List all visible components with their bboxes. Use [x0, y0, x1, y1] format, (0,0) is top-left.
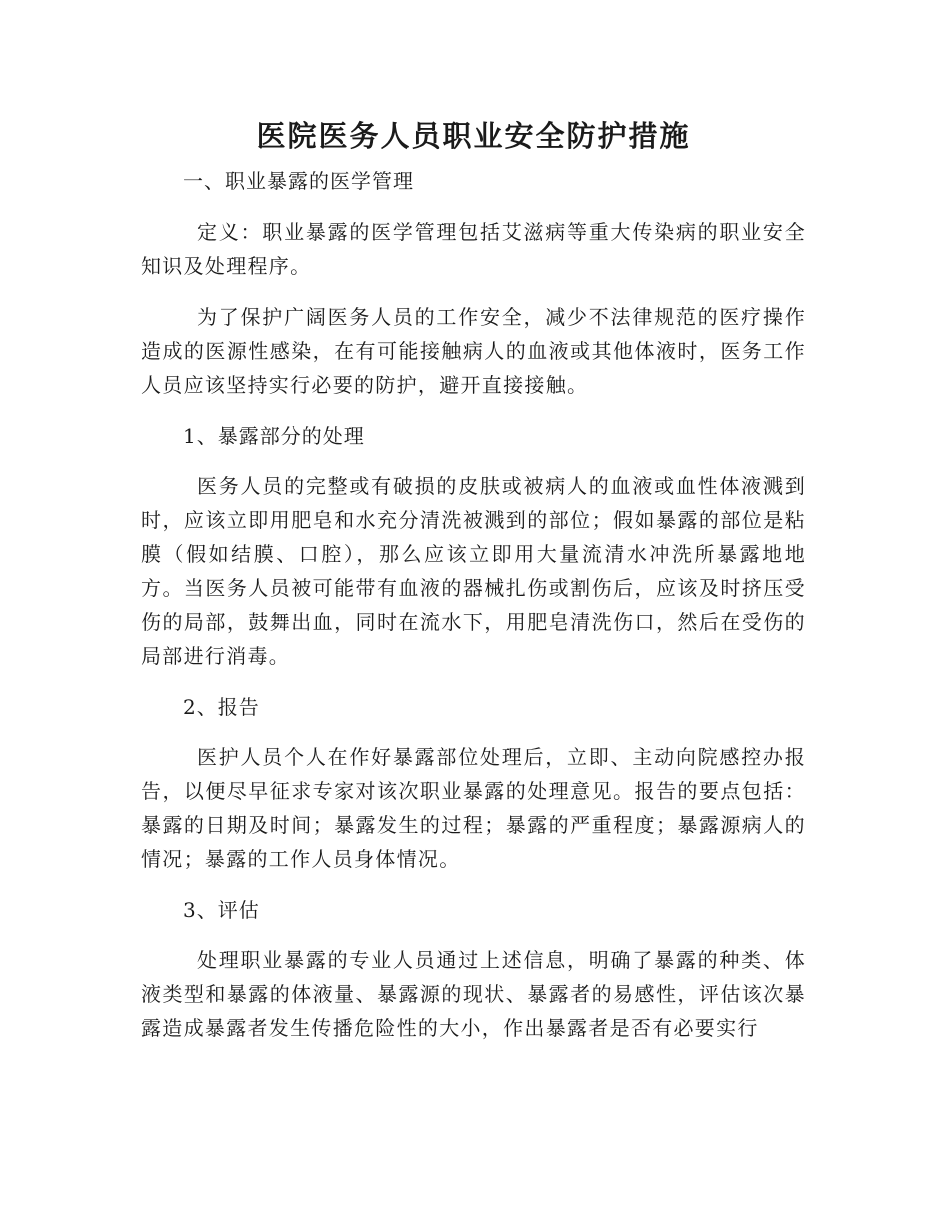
definition-paragraph: 定义：职业暴露的医学管理包括艾滋病等重大传染病的职业安全知识及处理程序。 [141, 220, 806, 278]
subsection-heading-report: 2、报告 [183, 695, 260, 719]
intro-paragraph: 为了保护广阔医务人员的工作安全，减少不法律规范的医疗操作造成的医源性感染，在有可能接触病人的血液或其他体液时，医务工作人员应该坚持实行必要的防护，避开直接接触。 [141, 305, 806, 397]
section-heading: 一、职业暴露的医学管理 [183, 169, 414, 193]
report-paragraph: 医护人员个人在作好暴露部位处理后，立即、主动向院感控办报告，以便尽早征求专家对该次职业暴露的处理意见。报告的要点包括：暴露的日期及时间；暴露发生的过程；暴露的严重程度；暴露源病人的情况；暴露的工作人员身体情况。 [141, 745, 806, 871]
document-title: 医院医务人员职业安全防护措施 [256, 119, 691, 153]
subsection-heading-assessment: 3、评估 [183, 898, 260, 922]
subsection-heading-exposure: 1、暴露部分的处理 [183, 424, 365, 448]
exposure-paragraph: 医务人员的完整或有破损的皮肤或被病人的血液或血性体液溅到时，应该立即用肥皂和水充分清洗被溅到的部位；假如暴露的部位是粘膜（假如结膜、口腔），那么应该立即用大量流清水冲洗所暴露地地方。当医务人员被可能带有血液的器械扎伤或割伤后，应该及时挤压受伤的局部，鼓舞出血，同时在流水下，用肥皂清洗伤口，然后在受伤的局部进行消毒。 [141, 474, 806, 668]
assessment-paragraph: 处理职业暴露的专业人员通过上述信息，明确了暴露的种类、体液类型和暴露的体液量、暴露源的现状、暴露者的易感性，评估该次暴露造成暴露者发生传播危险性的大小，作出暴露者是否有必要实行 [141, 948, 806, 1040]
document-page [141, 112, 806, 1062]
